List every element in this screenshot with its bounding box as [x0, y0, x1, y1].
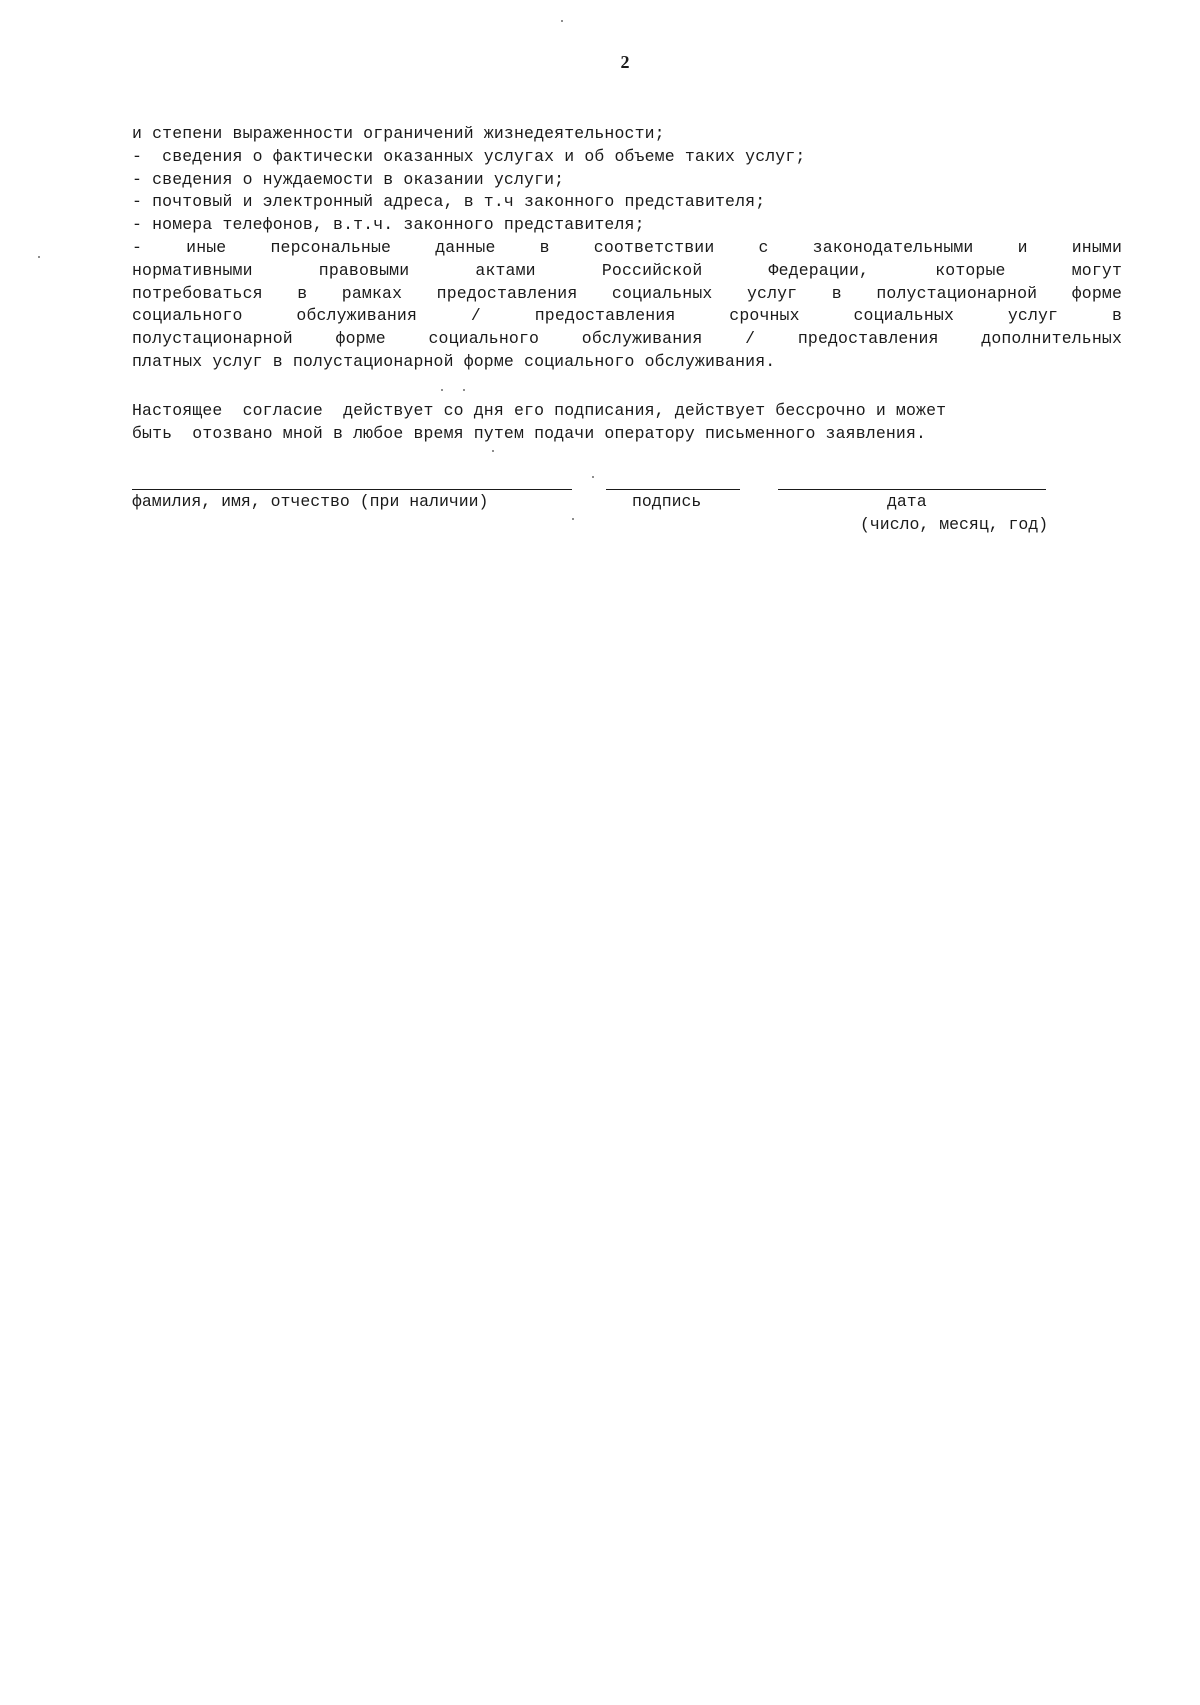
other-data-last-line: платных услуг в полустационарной форме социального обслуживания. — [132, 351, 776, 371]
scan-speck — [561, 20, 563, 22]
scan-speck — [592, 476, 594, 478]
scan-speck — [463, 389, 465, 391]
list-item: - сведения о фактически оказанных услугах и об объеме таких услуг; — [132, 146, 806, 166]
fio-signature-line — [132, 489, 572, 490]
other-data-line: - иные персональные данные в соответствии с законодательными и иными — [132, 237, 1122, 257]
list-item: - сведения о нуждаемости в оказании услуги; — [132, 169, 565, 189]
date-format-hint: (число, месяц, год) — [860, 515, 1049, 534]
date-line — [778, 489, 1046, 490]
date-label: дата — [887, 492, 927, 511]
signature-label: подпись — [632, 492, 702, 511]
scan-speck — [572, 518, 574, 520]
list-item: - почтовый и электронный адреса, в т.ч законного представителя; — [132, 192, 766, 212]
validity-line: быть отозвано мной в любое время путем подачи оператору письменного заявления. — [132, 423, 927, 443]
scan-speck — [38, 256, 40, 258]
signature-line — [606, 489, 740, 490]
list-item: - номера телефонов, в.т.ч. законного представителя; — [132, 215, 645, 235]
page-number: 2 — [620, 52, 630, 72]
scan-speck — [441, 389, 443, 391]
fio-label: фамилия, имя, отчество (при наличии) — [132, 492, 489, 511]
consent-data-list — [132, 123, 1122, 374]
scan-speck — [492, 450, 494, 452]
other-data-line: потребоваться в рамках предоставления социальных услуг в полустационарной форме — [132, 283, 1122, 303]
other-data-line: нормативными правовыми актами Российской Федерации, которые могут — [132, 260, 1122, 280]
validity-paragraph — [132, 400, 1122, 446]
other-data-line: полустационарной форме социального обслуживания / предоставления дополнительных — [132, 329, 1122, 349]
other-data-line: социального обслуживания / предоставления срочных социальных услуг в — [132, 306, 1122, 326]
list-item: и степени выраженности ограничений жизнедеятельности; — [132, 124, 665, 143]
validity-line: Настоящее согласие действует со дня его подписания, действует бессрочно и может — [132, 401, 947, 420]
